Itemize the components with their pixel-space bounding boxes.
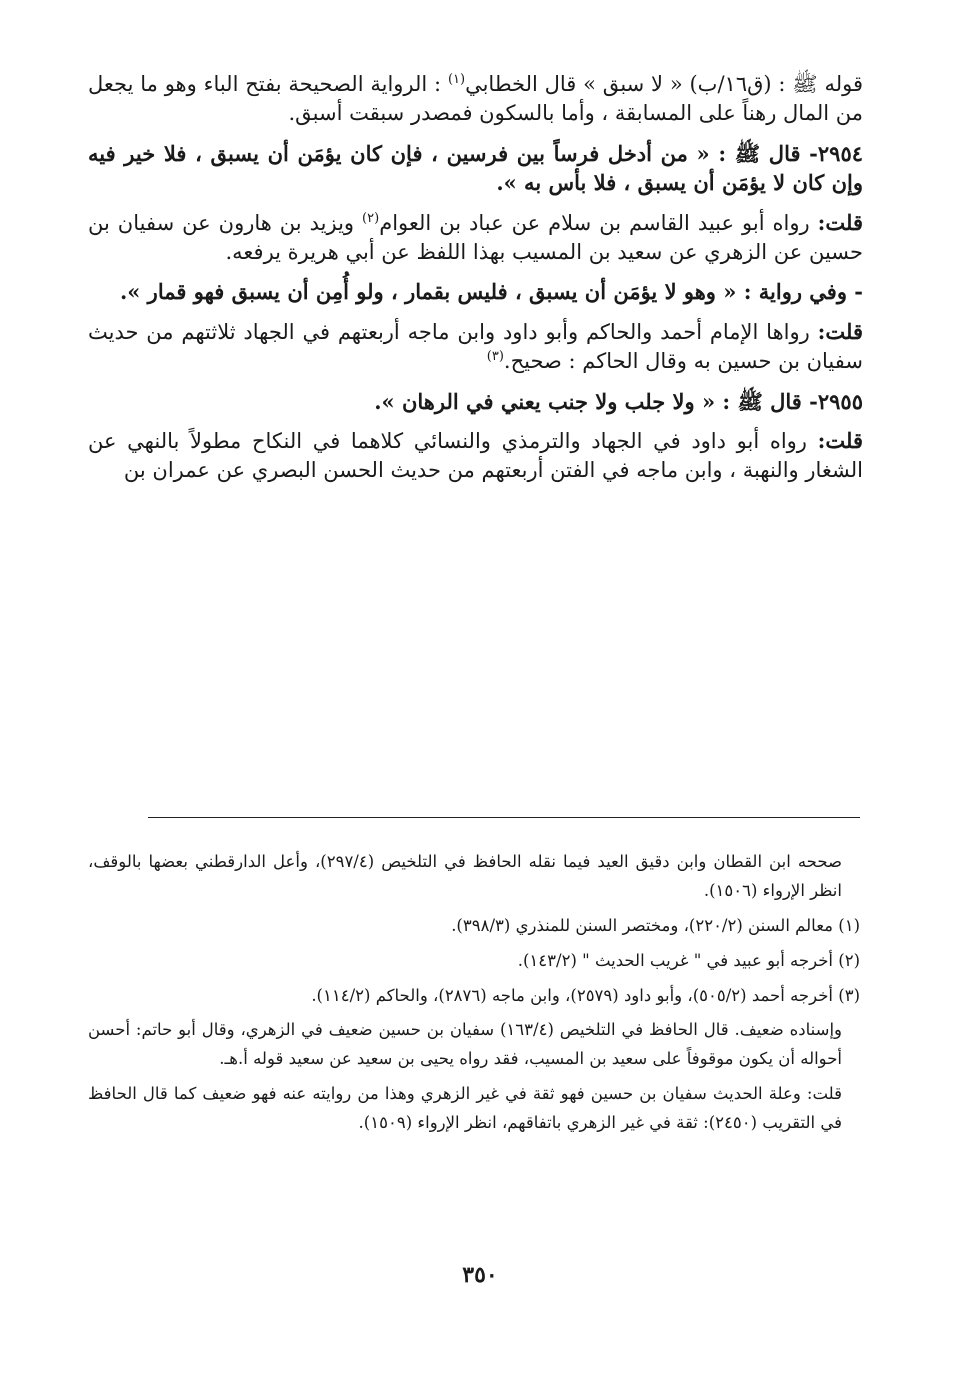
footnote-3-continuation: وإسناده ضعيف. قال الحافظ في التلخيص (١٦٣/٤) سفيان بن حسين ضعيف في الزهري، وقال أبو حاتم: أحسن أحواله أن يكون موقوفاً على سعيد بن المسيب، فقد رواه يحيى بن سعيد عن سعيد قوله أ.هـ. xyxy=(88,1020,842,1069)
qult-label: قلت: xyxy=(817,427,863,453)
footnote-2: (٢) أخرجه أبو عبيد في " غريب الحديث " (١٤٣/٢). xyxy=(517,950,860,970)
riwaya-paragraph xyxy=(88,277,863,306)
footnote-divider xyxy=(148,817,860,818)
commentary-text-a: قوله ﷺ : (ق١٦/ب) « لا سبق » قال الخطابي xyxy=(465,72,864,96)
qult-paragraph-3 xyxy=(88,426,863,486)
commentary-paragraph xyxy=(88,70,863,129)
footnote-3: (٣) أخرجه أحمد (٥٠٥/٢)، وأبو داود (٢٥٧٩)، وابن ماجه (٢٨٧٦)، والحاكم (١١٤/٢). xyxy=(311,985,860,1005)
qult-1-text-a: رواه أبو عبيد القاسم بن سلام عن عباد بن العوام xyxy=(379,210,810,235)
qult-2-text: رواها الإمام أحمد والحاكم وأبو داود وابن ماجه أربعتهم في الجهاد ثلاثتهم من حديث سفيان بن حسين به وقال الحاكم : صحيح. xyxy=(88,319,863,374)
qult-label: قلت: xyxy=(817,318,863,344)
page-number: ٣٥٠ xyxy=(462,1262,498,1288)
riwaya-text: « وهو لا يؤمَن أن يسبق ، فليس بقمار ، ولو أُمِن أن يسبق فهو قمار ». xyxy=(119,279,737,305)
footnote-ref-1: (١) xyxy=(447,72,466,87)
hadith-2954-number: ٢٩٥٤- قال ﷺ : xyxy=(718,140,864,166)
qult-label: قلت: xyxy=(817,209,864,235)
hadith-2954 xyxy=(88,139,863,198)
footnote-1: (١) معالم السنن (٢٢٠/٢)، ومختصر السنن للمنذري (٣٩٨/٣). xyxy=(451,915,860,935)
footnote-3-qult: قلت: وعلة الحديث سفيان بن حسين فهو ثقة في غير الزهري وهذا من روايته عنه فهو ضعيف كما قال الحافظ في التقريب (٢٤٥٠): ثقة في غير الزهري باتفاقهم، انظر الإرواء (١٥٠٩). xyxy=(88,1084,842,1132)
commentary-text-b: : الرواية الصحيحة بفتح الباء وهو ما يجعل من المال رهناً على المسابقة ، وأما بالسكون فمصدر سبقت أسبق. xyxy=(88,72,863,126)
riwaya-label: - وفي رواية : xyxy=(743,279,863,305)
footnote-ref-2: (٢) xyxy=(362,210,380,226)
footnotes xyxy=(88,848,860,1144)
footnote-continuation: صححه ابن القطان وابن دقيق العيد فيما نقله الحافظ في التلخيص (٢٩٧/٤)، وأعل الدارقطني بعضها بالوقف، انظر الإرواء (١٥٠٦). xyxy=(88,852,842,900)
hadith-2955 xyxy=(88,387,863,416)
main-text xyxy=(88,70,863,496)
qult-paragraph-1 xyxy=(88,208,863,268)
hadith-2955-number: ٢٩٥٥- قال ﷺ : xyxy=(722,388,863,414)
qult-paragraph-2 xyxy=(88,317,863,377)
hadith-2955-text: « ولا جلب ولا جنب يعني في الرهان ». xyxy=(374,388,716,414)
hadith-2954-text: « من أدخل فرساً بين فرسين ، فإن كان يؤمَن أن يسبق ، فلا خير فيه وإن كان لا يؤمَن أن يسبق ، فلا بأس به ». xyxy=(88,140,863,196)
footnote-ref-3: (٣) xyxy=(486,349,504,365)
qult-3-text: رواه أبو داود في الجهاد والترمذي والنسائي كلاهما في النكاح مطولاً بالنهي عن الشغار والنهبة ، وابن ماجه في الفتن أربعتهم من حديث الحسن البصري عن عمران بن xyxy=(88,428,863,483)
qult-1-text-b: ويزيد بن هارون عن سفيان بن حسين عن الزهري عن سعيد بن المسيب بهذا اللفظ عن أبي هريرة يرفعه. xyxy=(88,210,863,264)
